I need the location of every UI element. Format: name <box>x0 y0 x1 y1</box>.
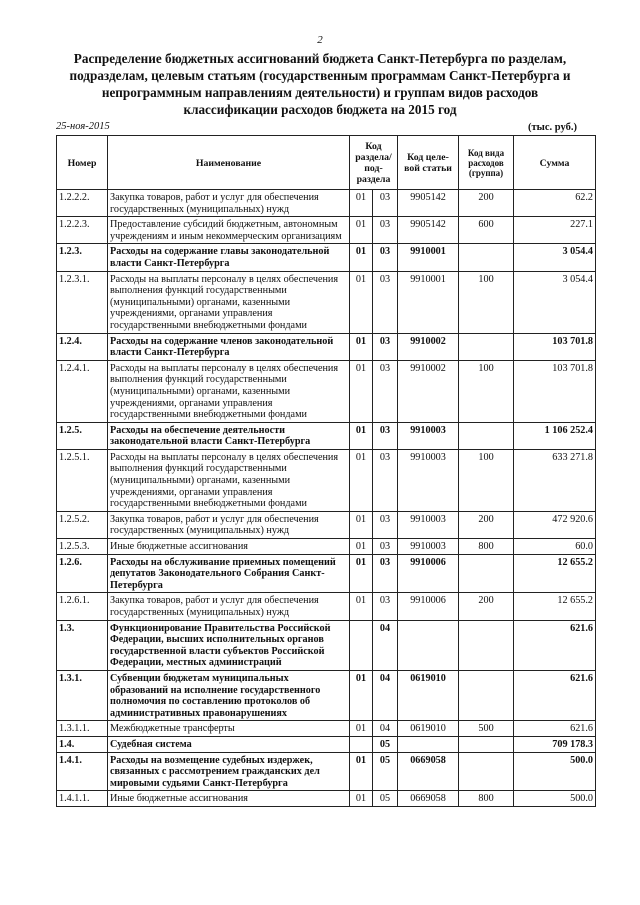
cell-sum: 500.0 <box>514 791 596 807</box>
cell-name: Судебная система <box>108 736 350 752</box>
cell-subsection: 04 <box>373 670 398 720</box>
table-row <box>57 244 596 271</box>
cell-section <box>350 736 373 752</box>
cell-section: 01 <box>350 422 373 449</box>
table-row <box>57 217 596 244</box>
cell-number: 1.2.5. <box>57 422 108 449</box>
cell-section: 01 <box>350 752 373 791</box>
table-row <box>57 670 596 720</box>
header-article: Код целе- вой статьи <box>398 136 459 190</box>
cell-number: 1.2.5.3. <box>57 539 108 555</box>
cell-subsection: 03 <box>373 271 398 333</box>
table-row <box>57 620 596 670</box>
cell-number: 1.3. <box>57 620 108 670</box>
cell-section: 01 <box>350 244 373 271</box>
cell-subsection: 05 <box>373 752 398 791</box>
cell-expense-type: 800 <box>459 539 514 555</box>
cell-number: 1.2.3.1. <box>57 271 108 333</box>
cell-subsection: 04 <box>373 620 398 670</box>
document-title: Распределение бюджетных ассигнований бюджета Санкт-Петербурга по разделам, подразделам, целевым статьям (государственным программам Санкт-Петербурга и непрограммным направлениям деятельности) и группам видов расходов классификации расходов бюджета на 2015 год <box>69 51 571 117</box>
cell-subsection: 03 <box>373 539 398 555</box>
cell-sum: 621.6 <box>514 721 596 737</box>
cell-article: 9910003 <box>398 511 459 538</box>
cell-name: Расходы на содержание главы законодательной власти Санкт-Петербурга <box>108 244 350 271</box>
table-row <box>57 593 596 620</box>
cell-sum: 103 701.8 <box>514 360 596 422</box>
table-row <box>57 360 596 422</box>
cell-article: 9905142 <box>398 190 459 217</box>
cell-expense-type <box>459 422 514 449</box>
header-sum: Сумма <box>514 136 596 190</box>
cell-expense-type <box>459 736 514 752</box>
cell-subsection: 03 <box>373 511 398 538</box>
units-label: (тыс. руб.) <box>528 122 577 133</box>
cell-number: 1.4.1. <box>57 752 108 791</box>
cell-section <box>350 620 373 670</box>
cell-subsection: 03 <box>373 333 398 360</box>
cell-sum: 472 920.6 <box>514 511 596 538</box>
cell-section: 01 <box>350 791 373 807</box>
document-date: 25-ноя-2015 <box>56 121 110 132</box>
cell-section: 01 <box>350 593 373 620</box>
cell-name: Иные бюджетные ассигнования <box>108 539 350 555</box>
table-row <box>57 721 596 737</box>
cell-article: 0619010 <box>398 721 459 737</box>
cell-number: 1.2.5.2. <box>57 511 108 538</box>
cell-article <box>398 736 459 752</box>
cell-subsection: 05 <box>373 791 398 807</box>
cell-expense-type: 100 <box>459 449 514 511</box>
cell-expense-type <box>459 244 514 271</box>
cell-article: 0669058 <box>398 752 459 791</box>
cell-sum: 3 054.4 <box>514 244 596 271</box>
cell-expense-type: 100 <box>459 271 514 333</box>
cell-sum: 62.2 <box>514 190 596 217</box>
cell-sum: 621.6 <box>514 620 596 670</box>
cell-expense-type: 600 <box>459 217 514 244</box>
cell-name: Закупка товаров, работ и услуг для обеспечения государственных (муниципальных) нужд <box>108 511 350 538</box>
header-name: Наименование <box>108 136 350 190</box>
cell-article: 9910002 <box>398 360 459 422</box>
cell-section: 01 <box>350 360 373 422</box>
cell-name: Расходы на выплаты персоналу в целях обеспечения выполнения функций государственными (муниципальными) органами, казенными учреждениями, органами управления государственными внебюджетными фондами <box>108 271 350 333</box>
cell-sum: 1 106 252.4 <box>514 422 596 449</box>
cell-section: 01 <box>350 449 373 511</box>
table-row <box>57 271 596 333</box>
cell-number: 1.2.5.1. <box>57 449 108 511</box>
budget-table <box>56 135 596 807</box>
cell-article: 0619010 <box>398 670 459 720</box>
cell-subsection: 05 <box>373 736 398 752</box>
table-row <box>57 554 596 593</box>
cell-name: Субвенции бюджетам муниципальных образований на исполнение государственного полномочия по составлению протоколов об административных правонарушениях <box>108 670 350 720</box>
cell-sum: 709 178.3 <box>514 736 596 752</box>
cell-expense-type <box>459 620 514 670</box>
cell-expense-type: 500 <box>459 721 514 737</box>
cell-section: 01 <box>350 511 373 538</box>
page-number: 2 <box>317 34 323 46</box>
cell-name: Иные бюджетные ассигнования <box>108 791 350 807</box>
cell-section: 01 <box>350 190 373 217</box>
table-row <box>57 511 596 538</box>
cell-section: 01 <box>350 217 373 244</box>
cell-article: 9910002 <box>398 333 459 360</box>
cell-name: Закупка товаров, работ и услуг для обеспечения государственных (муниципальных) нужд <box>108 593 350 620</box>
table-row <box>57 736 596 752</box>
cell-number: 1.2.4. <box>57 333 108 360</box>
cell-number: 1.4.1.1. <box>57 791 108 807</box>
table-header-row <box>57 136 596 190</box>
cell-name: Расходы на выплаты персоналу в целях обеспечения выполнения функций государственными (муниципальными) органами, казенными учреждениями, органами управления государственными внебюджетными фондами <box>108 449 350 511</box>
cell-subsection: 03 <box>373 190 398 217</box>
cell-name: Расходы на обслуживание приемных помещений депутатов Законодательного Собрания Санкт-Петербурга <box>108 554 350 593</box>
table-row <box>57 539 596 555</box>
cell-section: 01 <box>350 721 373 737</box>
cell-expense-type: 100 <box>459 360 514 422</box>
table-row <box>57 422 596 449</box>
cell-article: 9910006 <box>398 554 459 593</box>
cell-number: 1.2.6. <box>57 554 108 593</box>
cell-number: 1.2.2.2. <box>57 190 108 217</box>
table-row <box>57 333 596 360</box>
cell-name: Функционирование Правительства Российской Федерации, высших исполнительных органов государственной власти субъектов Российской Федерации, местных администраций <box>108 620 350 670</box>
cell-subsection: 03 <box>373 244 398 271</box>
cell-article: 9910003 <box>398 539 459 555</box>
cell-expense-type: 800 <box>459 791 514 807</box>
cell-sum: 633 271.8 <box>514 449 596 511</box>
cell-name: Расходы на выплаты персоналу в целях обеспечения выполнения функций государственными (муниципальными) органами, казенными учреждениями, органами управления государственными внебюджетными фондами <box>108 360 350 422</box>
cell-number: 1.2.6.1. <box>57 593 108 620</box>
cell-sum: 500.0 <box>514 752 596 791</box>
cell-subsection: 03 <box>373 217 398 244</box>
table-row <box>57 449 596 511</box>
cell-section: 01 <box>350 333 373 360</box>
cell-article: 9910006 <box>398 593 459 620</box>
cell-name: Межбюджетные трансферты <box>108 721 350 737</box>
table-row <box>57 791 596 807</box>
cell-number: 1.2.3. <box>57 244 108 271</box>
cell-expense-type <box>459 333 514 360</box>
cell-subsection: 04 <box>373 721 398 737</box>
cell-article: 9910001 <box>398 271 459 333</box>
cell-expense-type: 200 <box>459 190 514 217</box>
cell-subsection: 03 <box>373 449 398 511</box>
cell-name: Расходы на обеспечение деятельности законодательной власти Санкт-Петербурга <box>108 422 350 449</box>
cell-expense-type: 200 <box>459 511 514 538</box>
cell-sum: 103 701.8 <box>514 333 596 360</box>
header-section: Код раздела/ под- раздела <box>350 136 398 190</box>
cell-sum: 12 655.2 <box>514 593 596 620</box>
cell-expense-type <box>459 670 514 720</box>
cell-number: 1.3.1. <box>57 670 108 720</box>
cell-subsection: 03 <box>373 593 398 620</box>
cell-sum: 60.0 <box>514 539 596 555</box>
cell-section: 01 <box>350 271 373 333</box>
table-row <box>57 752 596 791</box>
cell-name: Расходы на возмещение судебных издержек, связанных с рассмотрением гражданских дел мировыми судьями Санкт-Петербурга <box>108 752 350 791</box>
table-row <box>57 190 596 217</box>
cell-sum: 227.1 <box>514 217 596 244</box>
cell-number: 1.2.2.3. <box>57 217 108 244</box>
header-number: Номер <box>57 136 108 190</box>
cell-name: Предоставление субсидий бюджетным, автономным учреждениям и иным некоммерческим организациям <box>108 217 350 244</box>
cell-section: 01 <box>350 554 373 593</box>
cell-subsection: 03 <box>373 360 398 422</box>
cell-article: 9905142 <box>398 217 459 244</box>
cell-section: 01 <box>350 539 373 555</box>
cell-number: 1.3.1.1. <box>57 721 108 737</box>
header-expense-type: Код вида расходов (группа) <box>459 136 514 190</box>
cell-number: 1.2.4.1. <box>57 360 108 422</box>
cell-sum: 12 655.2 <box>514 554 596 593</box>
cell-expense-type: 200 <box>459 593 514 620</box>
cell-article: 9910001 <box>398 244 459 271</box>
cell-section: 01 <box>350 670 373 720</box>
cell-article <box>398 620 459 670</box>
cell-expense-type <box>459 752 514 791</box>
cell-name: Закупка товаров, работ и услуг для обеспечения государственных (муниципальных) нужд <box>108 190 350 217</box>
cell-expense-type <box>459 554 514 593</box>
cell-sum: 621.6 <box>514 670 596 720</box>
cell-number: 1.4. <box>57 736 108 752</box>
cell-article: 0669058 <box>398 791 459 807</box>
cell-subsection: 03 <box>373 554 398 593</box>
table-body <box>57 190 596 807</box>
cell-name: Расходы на содержание членов законодательной власти Санкт-Петербурга <box>108 333 350 360</box>
cell-subsection: 03 <box>373 422 398 449</box>
cell-article: 9910003 <box>398 449 459 511</box>
cell-article: 9910003 <box>398 422 459 449</box>
cell-sum: 3 054.4 <box>514 271 596 333</box>
